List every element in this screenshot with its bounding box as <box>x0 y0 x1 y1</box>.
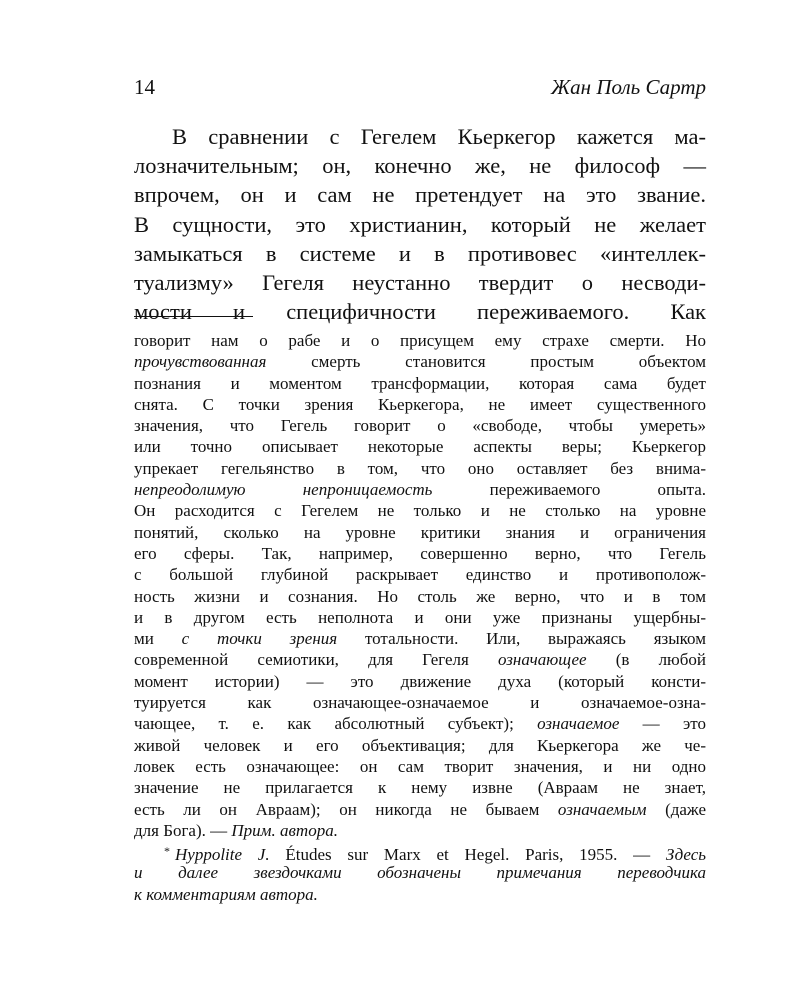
emphasis: непреодолимую непроницаемость <box>134 480 433 500</box>
footnote-separator <box>134 316 253 317</box>
footnote-line: значения, что Гегель говорит о «свободе, чтобы умереть» <box>134 416 706 436</box>
footnote-translator <box>134 841 706 905</box>
footnote-text: тотальности. Или, выражаясь языком <box>337 629 706 649</box>
footnote-line: с большой глубиной раскрывает единство и противополож- <box>134 565 706 585</box>
main-text-line: В сущности, это христианин, который не желает <box>134 211 706 237</box>
footnote-line: понятий, сколько на уровне критики знания и ограничения <box>134 522 706 542</box>
footnote-author-continued <box>134 330 706 841</box>
main-text-line: лозначительным; он, конечно же, не философ — <box>134 153 706 179</box>
footnote-line: познания и моментом трансформации, которая сама будет <box>134 373 706 393</box>
footnote-text: (даже <box>646 799 706 819</box>
footnote-marker: * <box>164 844 170 859</box>
emphasis: Здесь <box>665 845 706 865</box>
footnote-line <box>134 820 706 841</box>
footnotes <box>134 330 706 905</box>
footnote-line: к комментариям автора. <box>134 884 318 904</box>
footnote-line: ность жизни и сознания. Но столь же верно, что и в том <box>134 586 706 606</box>
footnote-line <box>134 841 706 865</box>
emphasis: прочувствованная <box>134 352 267 372</box>
footnote-text: (в любой <box>586 650 706 670</box>
running-head-author: Жан Поль Сартр <box>550 75 706 99</box>
footnote-line: ловек есть означающее: он сам творит значения, и ни одно <box>134 756 706 776</box>
main-text-line: впрочем, он и сам не претендует на это звание. <box>134 182 706 208</box>
footnote-line: туируется как означающее-означаемое и означаемое-озна- <box>134 693 706 713</box>
footnote-line: значение не прилагается к нему извне (Авраам не знает, <box>134 778 706 798</box>
footnote-line: момент истории) — это движение духа (который консти- <box>134 671 706 691</box>
footnote-line: и в другом есть неполнота и они уже признаны ущербны- <box>134 607 706 627</box>
footnote-line <box>134 649 706 670</box>
main-text-line: замыкаться в системе и в противовес «интеллек- <box>134 240 706 266</box>
footnote-line: или точно описывает некоторые аспекты веры; Кьеркегор <box>134 437 706 457</box>
page-header <box>134 72 706 102</box>
footnote-line <box>134 479 706 500</box>
main-text-paragraph <box>134 122 706 326</box>
emphasis: означаемым <box>557 799 647 819</box>
footnote-text: ми <box>134 629 182 649</box>
footnote-text: смерть становится простым объектом <box>266 352 706 372</box>
footnote-line <box>134 351 706 372</box>
footnote-line <box>134 628 706 649</box>
main-text-line: мости и специфичности переживаемого. Как <box>134 299 706 325</box>
footnote-text: переживаемого опыта. <box>432 480 706 500</box>
cited-author: Hyppolite J. <box>175 845 270 865</box>
footnote-text: есть ли он Авраам); он никогда не бываем <box>134 799 558 819</box>
footnote-text: — это <box>619 714 706 734</box>
footnote-line: упрекает гегельянство в том, что оно оставляет без внима- <box>134 458 706 478</box>
author-note-attribution: Прим. автора. <box>231 820 338 840</box>
footnote-text: современной семиотики, для Гегеля <box>134 650 499 670</box>
footnote-text: чающее, т. е. как абсолютный субъект); <box>134 714 538 734</box>
main-text-line: В сравнении с Гегелем Кьеркегор кажется ма- <box>172 124 706 149</box>
footnote-line: живой человек и его объективация; для Кьеркегора же че- <box>134 735 706 755</box>
footnote-line <box>134 713 706 734</box>
main-text-line: туализму» Гегеля неустанно твердит о несводи- <box>134 269 706 295</box>
footnote-line <box>134 799 706 820</box>
footnote-line: снята. С точки зрения Кьеркегора, не имеет существенного <box>134 394 706 414</box>
footnote-line: его сферы. Так, например, совершенно верно, что Гегель <box>134 543 706 563</box>
emphasis: означаемое <box>537 714 620 734</box>
footnote-line: говорит нам о рабе и о присущем ему страхе смерти. Но <box>134 331 706 350</box>
emphasis: означающее <box>498 650 587 670</box>
citation-text: Études sur Marx et Hegel. Paris, 1955. — <box>269 845 666 865</box>
footnote-line: и далее звездочками обозначены примечания переводчика <box>134 863 706 883</box>
emphasis: с точки зрения <box>181 629 338 649</box>
footnote-text: для Бога). — <box>134 820 232 840</box>
footnote-line: Он расходится с Гегелем не только и не столько на уровне <box>134 501 706 521</box>
page-number: 14 <box>134 75 155 99</box>
